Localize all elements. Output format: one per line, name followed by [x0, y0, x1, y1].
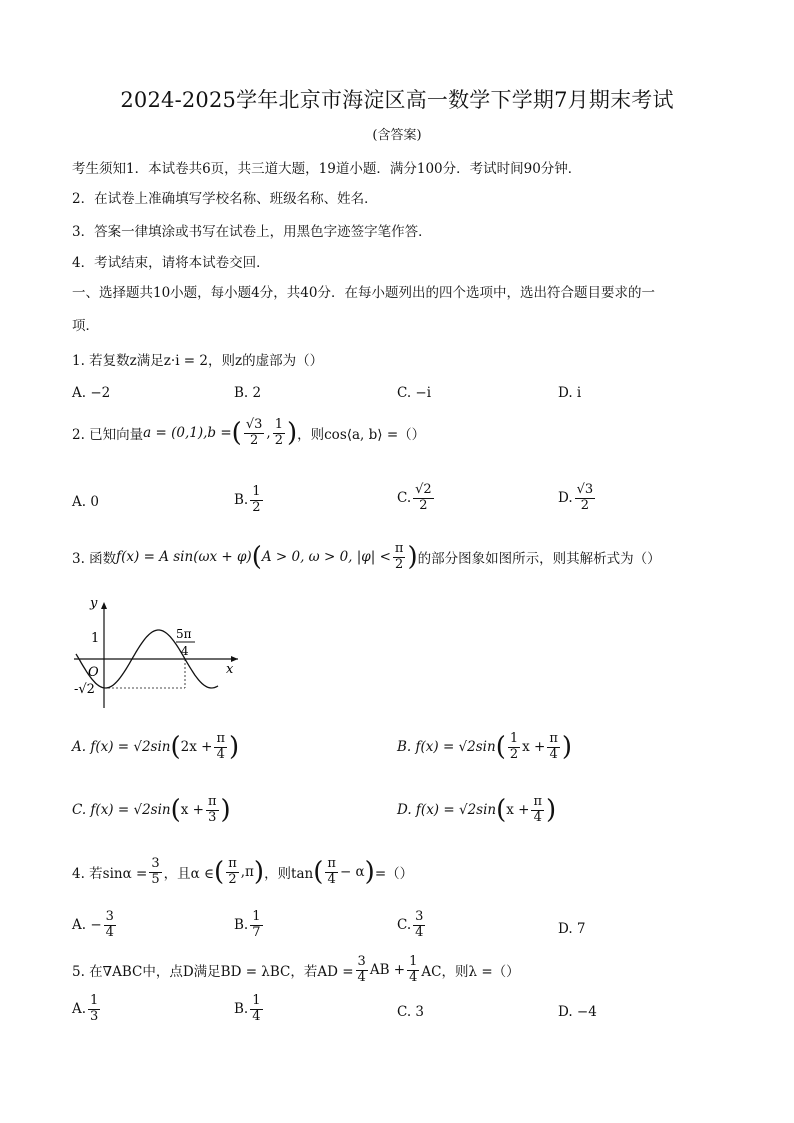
x-tick-denominator: 4	[181, 644, 189, 658]
notice-line-4: 4．考试结束，请将本试卷交回．	[72, 255, 270, 271]
q4-option-c: C. $\frac{3}{4}$	[397, 909, 424, 940]
q3-option-b: B. f(x) = √2sin ( $\frac{1}{2}$ x + $\frac{\pi}{4}$ )	[397, 731, 573, 763]
q2-stem-a: 2. 已知向量	[72, 427, 144, 444]
q2-option-a: A. 0	[72, 494, 99, 510]
q5-option-a: A. $\frac{1}{3}$	[72, 993, 99, 1024]
q2-frac-2: $\frac{1}{2}$	[274, 417, 283, 448]
page-title: 2024-2025学年北京市海淀区高一数学下学期7月期末考试	[120, 88, 674, 112]
q4-option-b: B. $\frac{1}{7}$	[234, 909, 261, 940]
q2-vector-a: a = (0,1),	[143, 425, 208, 442]
x-tick-numerator: 5π	[176, 627, 192, 641]
q3-option-c: C. f(x) = √2sin ( x + $\frac{\pi}{3}$ )	[72, 794, 231, 826]
question-1: 1. 若复数z满足z·i = 2，则z的虚部为（）	[72, 353, 324, 369]
q2-vector-b: b =	[207, 425, 232, 442]
q2-option-c: C. $\frac{√2}{2}$	[397, 482, 432, 513]
q1-option-a: A. −2	[72, 385, 111, 401]
paren-close: )	[286, 418, 298, 449]
origin-label: O	[88, 665, 99, 680]
y-axis-arrow-icon	[101, 602, 107, 609]
q1-option-d: D. i	[558, 385, 582, 401]
y-axis-label: y	[90, 596, 98, 611]
section-heading-cont: 项．	[72, 318, 99, 334]
notice-line-2: 2．在试卷上准确填写学校名称、班级名称、姓名．	[72, 191, 378, 207]
y-tick-1: 1	[91, 631, 100, 646]
q1-option-c: C. −i	[397, 385, 432, 401]
notice-line-3: 3．答案一律填涂或书写在试卷上，用黑色字迹签字笔作答．	[72, 224, 432, 240]
q5-option-b: B. $\frac{1}{4}$	[234, 993, 261, 1024]
q2-option-d: D. $\frac{√3}{2}$	[558, 482, 594, 513]
question-5: 5. 在∇ABC中，点D满足BD = λBC，若AD = $\frac{3}{4}$ AB + $\frac{1}{4}$ AC，则λ =（）	[72, 954, 520, 985]
q2-frac-1: $\frac{√3}{2}$	[245, 417, 263, 448]
q3-option-d: D. f(x) = √2sin ( x + $\frac{\pi}{4}$ )	[397, 794, 557, 826]
q1-option-b: B. 2	[234, 385, 262, 401]
q3-graph	[68, 596, 243, 711]
x-axis-label: x	[226, 662, 234, 677]
q2-option-b: B. $\frac{1}{2}$	[234, 484, 261, 515]
q5-option-c: C. 3	[397, 1004, 425, 1020]
q4-option-a: A. − $\frac{3}{4}$	[72, 909, 114, 940]
section-heading: 一、选择题共10小题，每小题4分，共40分．在每小题列出的四个选项中，选出符合题目要求的一	[72, 285, 655, 301]
q2-stem-b: ，则cos⟨a, b⟩ =（）	[297, 427, 426, 444]
q5-option-d: D. −4	[558, 1004, 597, 1020]
paren-open: (	[231, 418, 242, 449]
notice-line-1: 考生须知1．本试卷共6页，共三道大题，19道小题．满分100分．考试时间90分钟．	[72, 161, 582, 177]
page-subtitle: (含答案)	[372, 128, 422, 143]
question-4: 4. 若sinα = $\frac{3}{5}$ ，且α ∈ ( $\frac{\pi}{2}$ ,π ) ，则tan ( $\frac{\pi}{4}$ − α ) =（）	[72, 856, 414, 888]
q4-option-d: D. 7	[558, 921, 586, 937]
q3-function: f(x) = A sin(ωx + φ)	[116, 549, 252, 566]
question-2: 2. 已知向量 a = (0,1), b = ( $\frac{√3}{2}$ , $\frac{1}{2}$ ) ，则cos⟨a, b⟩ =（）	[72, 417, 426, 449]
question-3: 3. 函数 f(x) = A sin(ωx + φ) ( A > 0, ω > 0, |φ| < $\frac{\pi}{2}$ ) 的部分图象如图所示，则其解析式为（）	[72, 541, 661, 573]
q3-option-a: A. f(x) = √2sin ( 2x + $\frac{\pi}{4}$ )	[72, 731, 240, 763]
y-min-label: -√2	[74, 682, 95, 697]
